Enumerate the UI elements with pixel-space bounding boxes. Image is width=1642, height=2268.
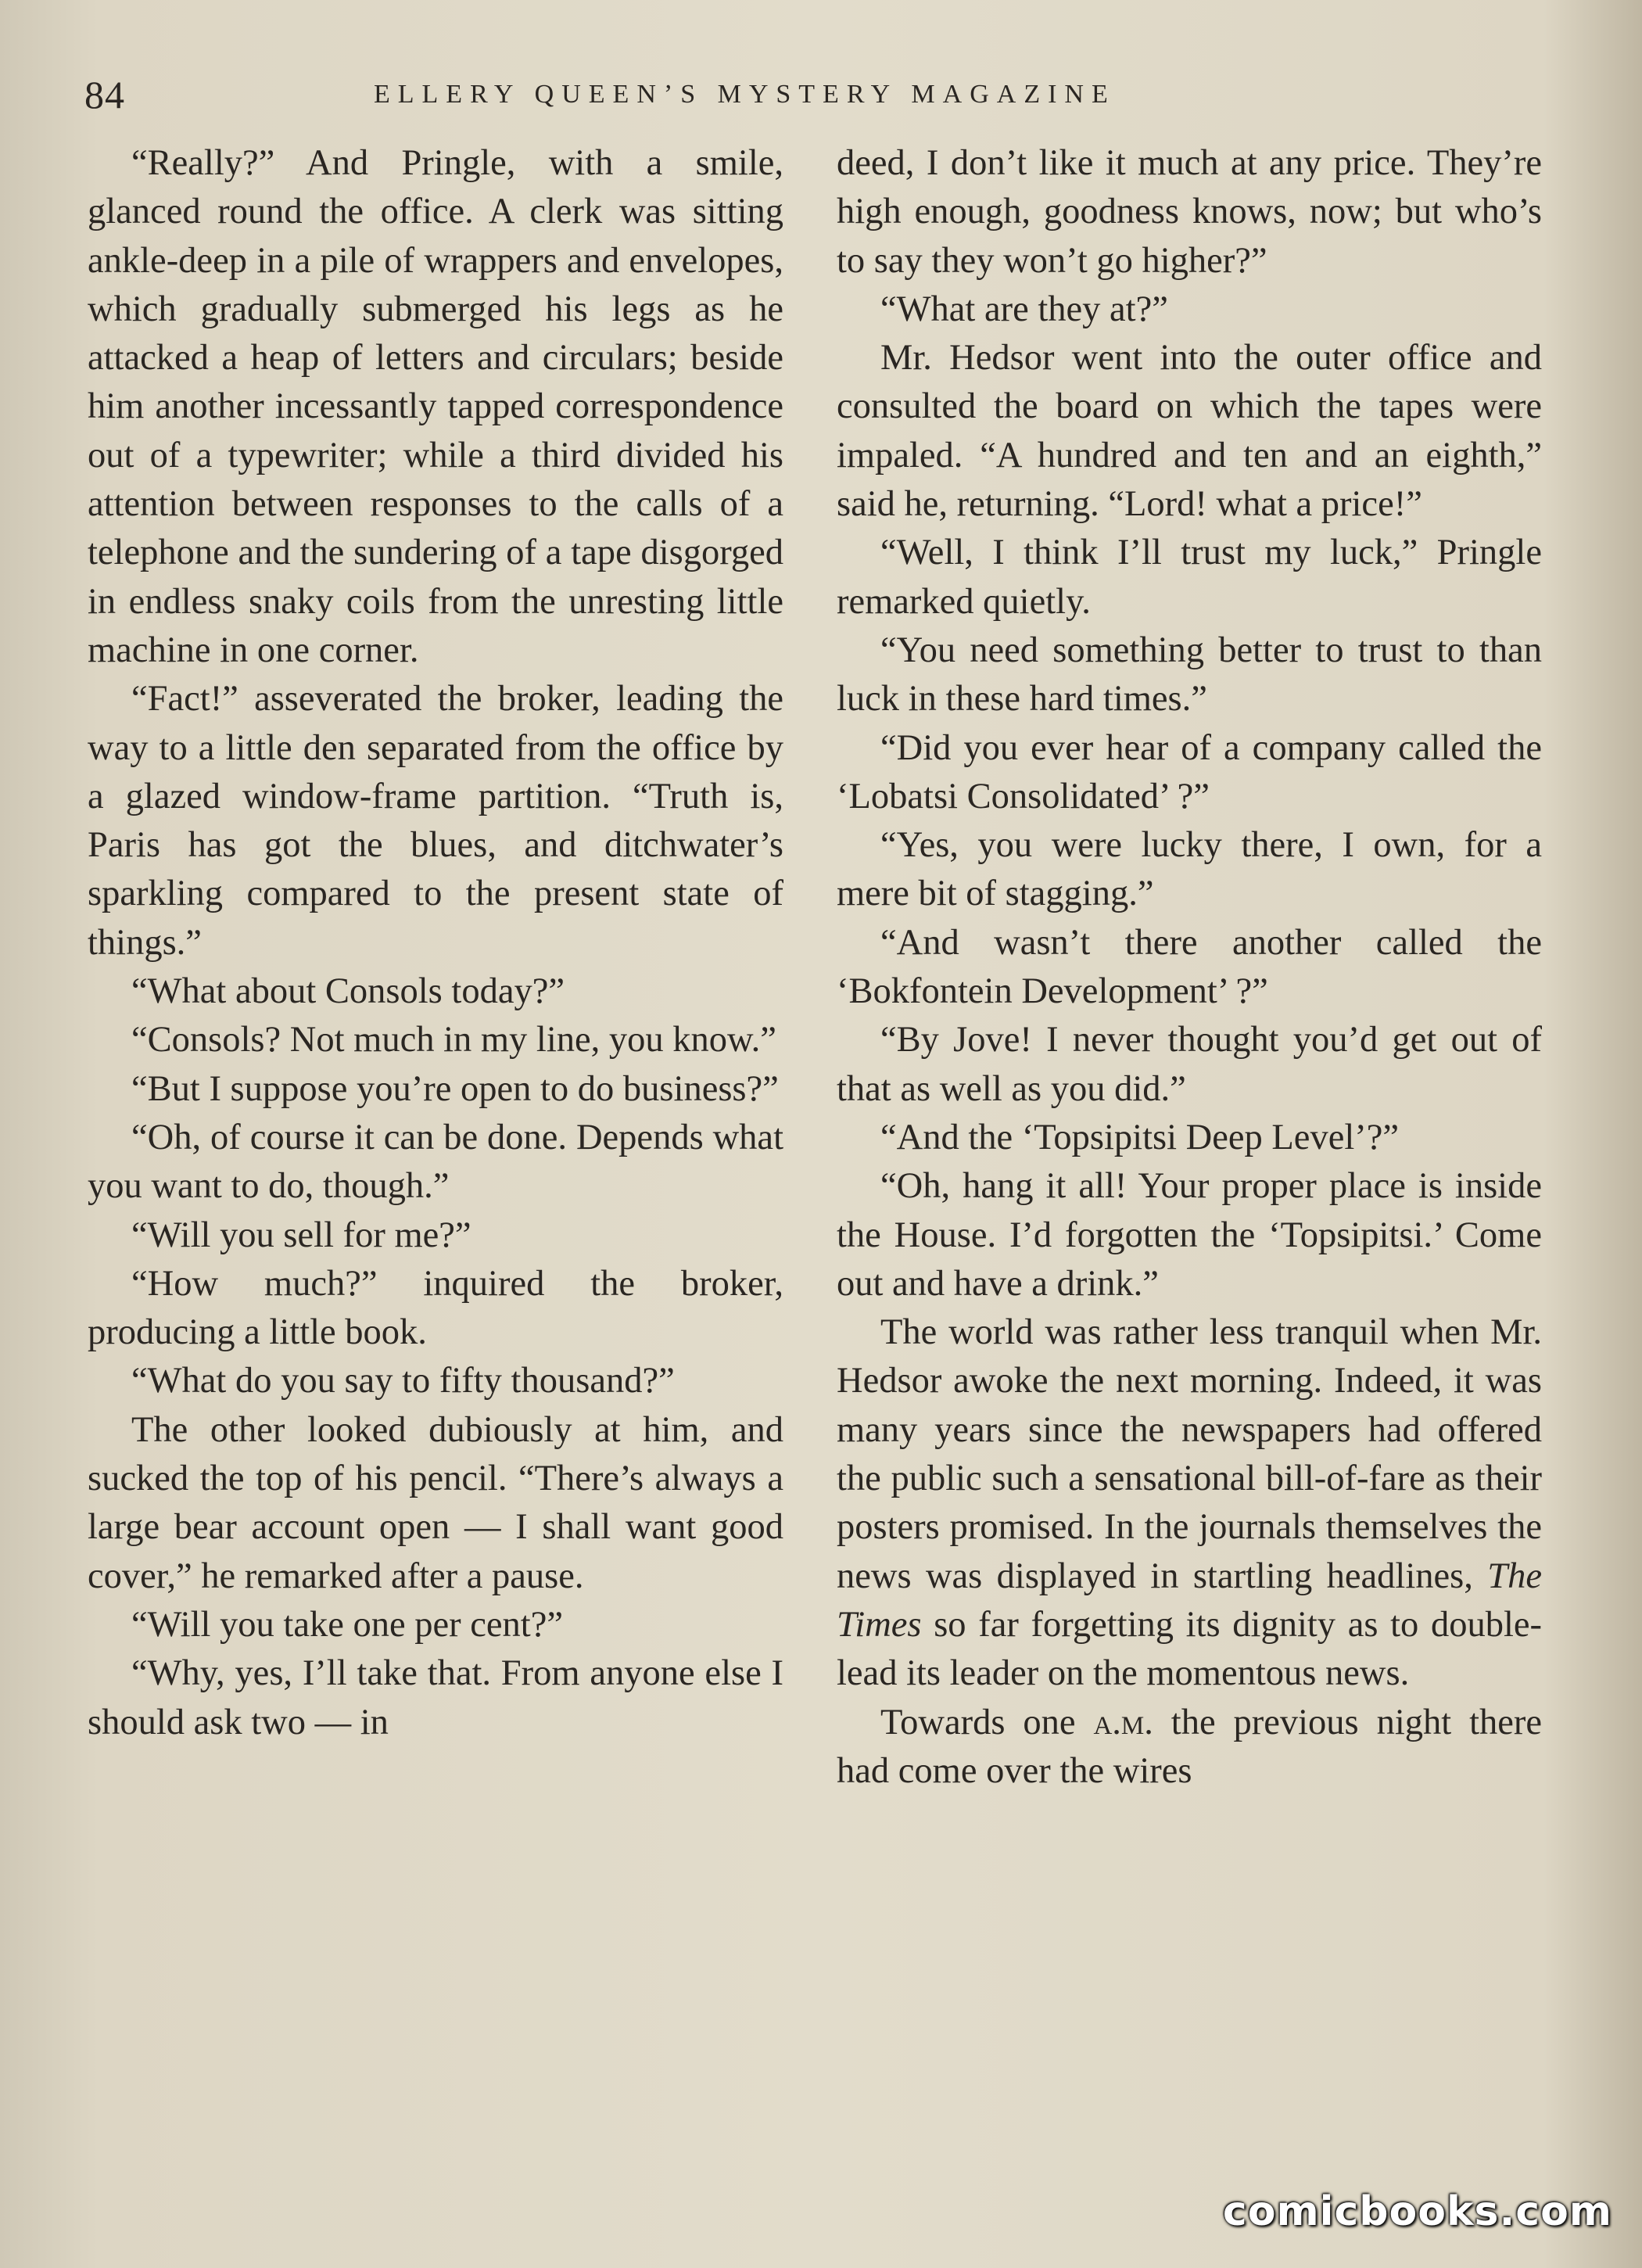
paragraph: “What do you say to fifty thousand?” <box>131 1361 675 1401</box>
text-run: the previous night there had come over the wires <box>837 1702 1542 1791</box>
right-column <box>837 139 1542 1796</box>
paragraph: “And the ‘Topsipitsi Deep Level’?” <box>880 1117 1400 1157</box>
paragraph: “You need something better to trust to than luck in these hard times.” <box>837 630 1542 720</box>
paragraph: “Consols? Not much in my line, you know.” <box>131 1020 776 1060</box>
text-run: Towards one <box>880 1702 1094 1742</box>
paragraph-last <box>837 1699 1542 1796</box>
paragraph: “Did you ever hear of a company called the ‘Lobatsi Consolidated’ ?” <box>837 727 1542 816</box>
paragraph: “Why, yes, I’ll take that. From anyone else I should ask two — in <box>88 1653 783 1742</box>
paragraph: “By Jove! I never thought you’d get out of that as well as you did.” <box>837 1020 1542 1109</box>
paragraph: “What are they at?” <box>880 289 1168 329</box>
paragraph: “Well, I think I’ll trust my luck,” Pringle remarked quietly. <box>837 533 1542 622</box>
left-column <box>88 139 783 1747</box>
continued-paragraph: deed, I don’t like it much at any price. They’re high enough, goodness knows, now; but who’s to say they won’t go higher?” <box>837 143 1542 281</box>
page-number: 84 <box>84 73 125 117</box>
running-head: ELLERY QUEEN’S MYSTERY MAGAZINE <box>374 80 1116 109</box>
site-watermark: comicbooks.com <box>1222 2188 1612 2235</box>
paragraph: “But I suppose you’re open to do business?” <box>131 1068 779 1109</box>
paragraph: “How much?” inquired the broker, producing a little book. <box>88 1263 783 1353</box>
paragraph: “Fact!” asseverated the broker, leading the way to a little den separated from the office by a glazed window-frame partition. “Truth is, Paris has got the blues, and ditchwater’s sparkling compared to the present state of things.” <box>88 679 783 963</box>
paragraph: “And wasn’t there another called the ‘Bokfontein Development’ ?” <box>837 922 1542 1012</box>
paragraph: “What about Consols today?” <box>131 971 565 1012</box>
paragraph: “Oh, of course it can be done. Depends what you want to do, though.” <box>88 1117 783 1207</box>
text-run: so far forgetting its dignity as to double-lead its leader on the momentous news. <box>837 1604 1542 1694</box>
paragraph: “Oh, hang it all! Your proper place is inside the House. I’d forgotten the ‘Topsipitsi.’ Come out and have a drink.” <box>837 1166 1542 1304</box>
paragraph: Mr. Hedsor went into the outer office and consulted the board on which the tapes were impaled. “A hundred and ten and an eighth,” said he, returning. “Lord! what a price!” <box>837 338 1542 525</box>
time-abbreviation: a.m. <box>1093 1702 1153 1742</box>
paragraph-news <box>837 1308 1542 1698</box>
paragraph: The other looked dubiously at him, and sucked the top of his pencil. “There’s always a large bear account open — I shall want good cover,” he remarked after a pause. <box>88 1409 783 1596</box>
paragraph: “Will you sell for me?” <box>131 1215 471 1255</box>
paragraph: “Yes, you were lucky there, I own, for a mere bit of stagging.” <box>837 825 1542 914</box>
text-run: The world was rather less tranquil when Mr. Hedsor awoke the next morning. Indeed, it was many years since the newspapers had offered the public such a sensational bill-of-fare as their posters promised. In the journals themselves the news was displayed in startling headlines, <box>837 1312 1542 1596</box>
paragraph: “Really?” And Pringle, with a smile, glanced round the office. A clerk was sitting ankle-deep in a pile of wrappers and envelopes, which gradually submerged his legs as he attacked a heap of letters and circulars; beside him another incessantly tapped correspondence out of a typewriter; while a third divided his attention between responses to the calls of a telephone and the sundering of a tape disgorged in endless snaky coils from the unresting little machine in one corner. <box>88 143 783 670</box>
page-header <box>84 72 1554 119</box>
newspaper-title: The Times <box>837 1556 1542 1645</box>
paragraph: “Will you take one per cent?” <box>131 1604 563 1645</box>
